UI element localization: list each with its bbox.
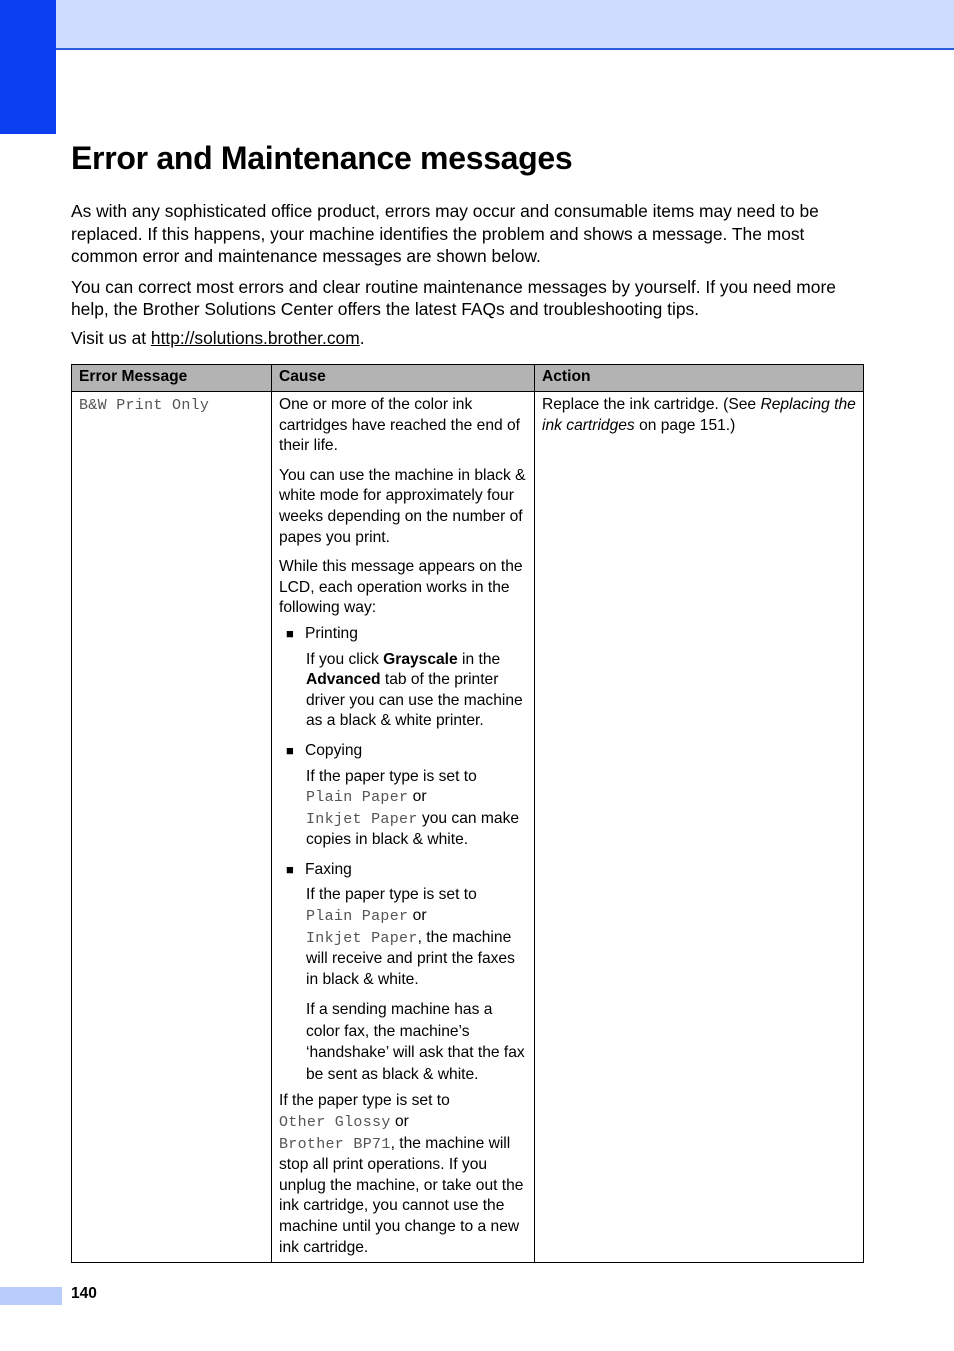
header-error-message: Error Message <box>72 365 272 392</box>
cause-paragraph-1: One or more of the color ink cartridges have reached the end of their life. <box>279 396 520 455</box>
cause-paragraph-3: While this message appears on the LCD, each operation works in the following way: <box>279 558 523 617</box>
replacing-cartridges-reference: Replacing the ink cartridges <box>542 396 856 434</box>
plain-paper-term: Plain Paper <box>306 908 409 926</box>
footer-tab-marker <box>0 1287 62 1305</box>
bullet-copying <box>286 741 527 762</box>
solutions-link[interactable]: http://solutions.brother.com <box>150 327 360 348</box>
action-cell <box>535 392 864 1263</box>
table-header-row <box>72 365 864 392</box>
header-cause: Cause <box>272 365 535 392</box>
plain-paper-term: Plain Paper <box>306 789 409 807</box>
cause-paragraph-2: You can use the machine in black & white mode for approximately four weeks depending on the number of papes you print. <box>279 466 526 546</box>
faxing-text-2: or <box>408 907 427 925</box>
visit-line <box>71 327 871 350</box>
error-message-cell <box>72 392 272 1263</box>
faxing-detail <box>306 885 527 1085</box>
visit-suffix: . <box>359 327 365 348</box>
table-row <box>72 392 864 1263</box>
page-title: Error and Maintenance messages <box>71 140 573 176</box>
bullet-faxing <box>286 860 527 881</box>
printing-text <box>306 650 527 732</box>
cause-final-paragraph <box>279 1091 527 1258</box>
copying-text <box>306 767 527 851</box>
intro-section <box>71 200 871 358</box>
other-glossy-term: Other Glossy <box>279 1114 391 1132</box>
copying-detail <box>306 767 527 851</box>
printing-text-3: tab of the printer driver you can use the machine as a black & white printer. <box>306 671 523 730</box>
brother-bp71-term: Brother BP71 <box>279 1135 391 1153</box>
intro-paragraph-1: As with any sophisticated office product, errors may occur and consumable items may need to be replaced. If this happens, your machine identifies the problem and shows a message. The most common error and maintenance messages are shown below. <box>71 201 819 267</box>
printing-detail <box>306 650 527 732</box>
printing-text-1: If you click <box>306 650 384 668</box>
faxing-handshake-text: If a sending machine has a color fax, the machine’s ‘handshake’ will ask that the fax be sent as black & white. <box>306 1001 525 1083</box>
inkjet-paper-term: Inkjet Paper <box>306 929 418 947</box>
header-action: Action <box>535 365 864 392</box>
bullet-copying-label: Copying <box>305 741 363 759</box>
grayscale-term: Grayscale <box>383 650 458 668</box>
copying-text-1: If the paper type is set to <box>306 767 477 785</box>
square-bullet-icon: ■ <box>286 625 294 641</box>
final-text-1: If the paper type is set to <box>279 1092 450 1110</box>
final-text-2: or <box>390 1113 409 1131</box>
action-text <box>542 395 856 436</box>
action-text-2: on page 151.) <box>634 416 736 434</box>
inkjet-paper-term: Inkjet Paper <box>306 810 418 828</box>
error-message-text: B&W Print Only <box>79 397 210 414</box>
header-band <box>56 0 954 50</box>
visit-prefix: Visit us at <box>71 327 151 348</box>
intro-paragraph-2: You can correct most errors and clear routine maintenance messages by yourself. If you need more help, the Brother Solutions Center offers the latest FAQs and troubleshooting tips. <box>71 276 836 320</box>
faxing-text <box>306 885 527 990</box>
bullet-printing <box>286 624 527 645</box>
error-message-table <box>71 364 864 1263</box>
page-number: 140 <box>71 1285 97 1302</box>
chapter-tab-marker <box>0 0 56 134</box>
faxing-text-3: , the machine will receive and print the faxes in black & white. <box>306 928 515 988</box>
cause-cell <box>272 392 535 1263</box>
faxing-text-1: If the paper type is set to <box>306 886 477 904</box>
bullet-faxing-label: Faxing <box>305 860 352 878</box>
square-bullet-icon: ■ <box>286 861 294 877</box>
bullet-printing-label: Printing <box>305 624 358 642</box>
copying-text-3: you can make copies in black & white. <box>306 809 520 849</box>
copying-text-2: or <box>408 788 427 806</box>
final-text-3: , the machine will stop all print operations. If you unplug the machine, or take out the ink cartridge, you cannot use the machine until you change to a new ink cartridge. <box>279 1134 524 1256</box>
printing-text-2: in the <box>457 650 501 668</box>
action-text-1: Replace the ink cartridge. (See <box>542 396 761 413</box>
square-bullet-icon: ■ <box>286 742 294 758</box>
advanced-term: Advanced <box>306 671 381 689</box>
